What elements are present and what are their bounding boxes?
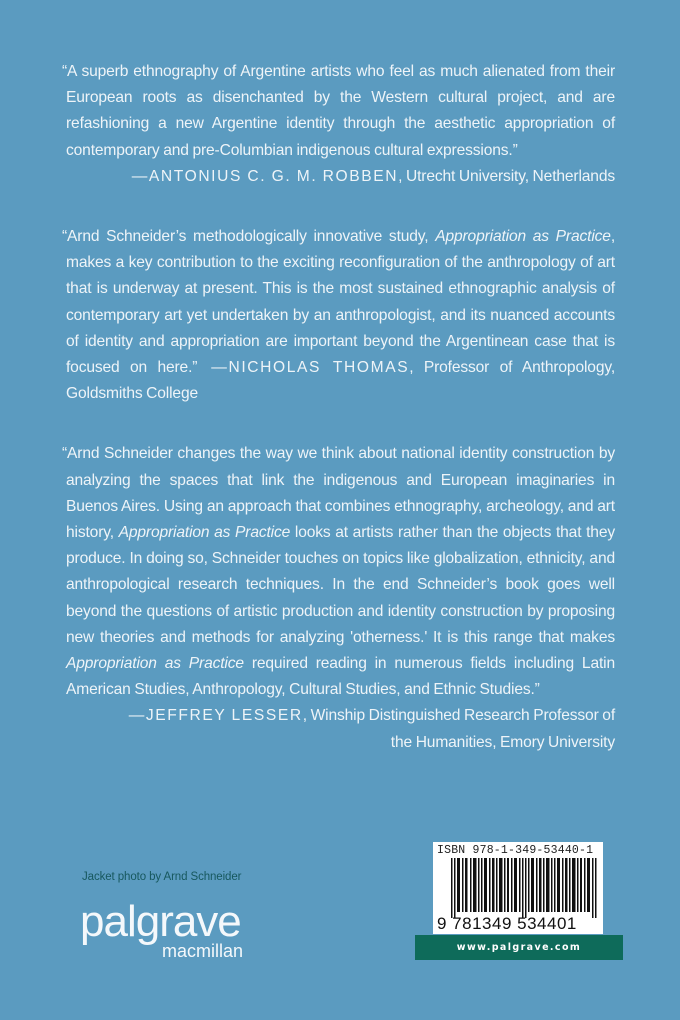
book-title-italic: Appropriation as Practice xyxy=(66,655,244,673)
endorsements xyxy=(62,59,615,756)
endorser-name: —ANTONIUS C. G. M. ROBBEN xyxy=(131,167,399,185)
endorser-affiliation: , Professor of Anthropology, Goldsmiths College xyxy=(66,359,616,403)
endorser-affiliation: , Utrecht University, Netherlands xyxy=(398,167,615,185)
endorsement-attribution xyxy=(62,703,615,729)
endorsement-text: “A superb ethnography of Argentine artists who feel as much alienated from their European roots as disenchanted by the Western cultural project, and are refashioning a new Argentine identity through the aesthetic appropriation of contemporary and pre-Columbian indigenous cultural expressions.” xyxy=(62,63,615,159)
endorsement-text-part: “Arnd Schneider changes the way we think about national identity construction by analyzing the spaces that link the indigenous and European imaginaries in Buenos Aires. Using an approach that combines ethnography, archeology, and art history, xyxy=(62,445,615,542)
endorsement-text xyxy=(62,224,615,407)
endorsement-attribution xyxy=(62,164,615,190)
endorsement-thomas xyxy=(62,224,615,407)
publisher-logo-sub: macmillan xyxy=(161,941,243,961)
endorsement-attribution-line2: the Humanities, Emory University xyxy=(390,733,615,751)
endorser-name: —JEFFREY LESSER xyxy=(128,707,303,725)
endorsement-text-part: “Arnd Schneider’s methodologically innovative study, xyxy=(62,228,436,246)
publisher-logo xyxy=(80,897,245,961)
endorser-name: —NICHOLAS THOMAS xyxy=(211,359,410,377)
endorsement-text xyxy=(62,441,615,703)
endorsement-lesser xyxy=(62,441,615,755)
publisher-url: www.palgrave.com xyxy=(415,935,623,960)
endorsement-text-part: looks at artists rather than the objects that they produce. In doing so, Schneider touches on topics like globalization, ethnicity, and anthropological research techniques. In the end Schneider’s book goes well beyond the questions of artistic production and identity construction by proposing new theories and methods for analyzing 'otherness.' It is this range that makes xyxy=(66,524,615,646)
ean-digits: 9 781349 534401 xyxy=(437,914,577,933)
isbn-barcode xyxy=(433,842,603,934)
barcode-bars-icon xyxy=(451,858,599,918)
jacket-photo-credit: Jacket photo by Arnd Schneider xyxy=(82,871,242,883)
endorsement-robben xyxy=(62,59,615,190)
endorsement-text-part: required reading in numerous fields including Latin American Studies, Anthropology, Cultural Studies, and Ethnic Studies.” xyxy=(66,655,615,699)
endorsement-text-part: , makes a key contribution to the exciting reconfiguration of the anthropology of art that is underway at present. This is the most sustained ethnographic analysis of contemporary art yet undertaken by an anthropologist, and its nuanced accounts of identity and appropriation are important beyond the Argentinean case that is focused on here.” xyxy=(66,228,615,377)
book-title-italic: Appropriation as Practice xyxy=(435,228,611,246)
book-title-italic: Appropriation as Practice xyxy=(118,524,291,542)
publisher-logo-word: palgrave xyxy=(80,897,241,946)
endorser-affiliation: , Winship Distinguished Research Professor of xyxy=(302,707,615,725)
isbn-label: ISBN 978-1-349-53440-1 xyxy=(437,844,594,857)
